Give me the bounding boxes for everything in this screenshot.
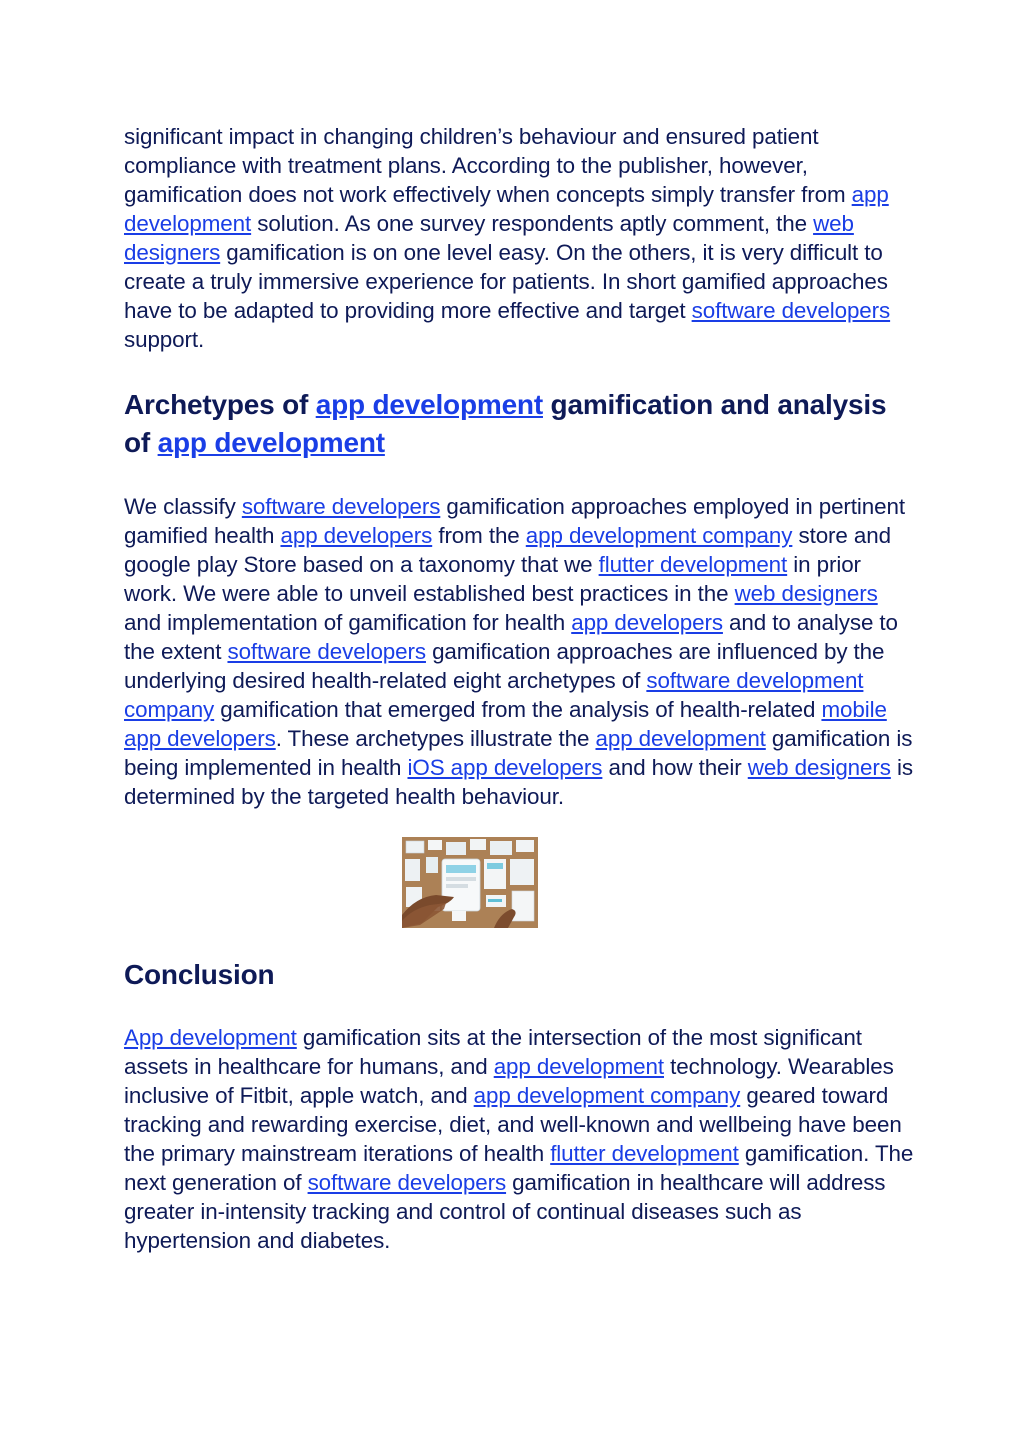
text-run: significant impact in changing children’s behaviour and ensured patient compliance with treatment plans. According to the publisher, however, gamification does not work effectively when concepts simply transfer from [124, 124, 852, 207]
link-software-developers-2[interactable]: software developers [227, 639, 426, 664]
document-page [124, 122, 914, 1255]
text-run: . These archetypes illustrate the [275, 726, 596, 751]
figure-container [124, 837, 914, 928]
link-web-designers-2[interactable]: web designers [747, 755, 891, 780]
text-run: geared toward tracking and rewarding exercise, diet, and well-known and wellbeing have been the primary mainstream iterations of health [124, 1083, 902, 1166]
conclusion-heading: Conclusion [124, 959, 275, 990]
text-run: store and google play Store based on a taxonomy that we [124, 523, 891, 577]
app-design-photo [402, 837, 538, 928]
text-run: support. [124, 327, 205, 352]
link-app-developers-2[interactable]: app developers [571, 610, 723, 635]
link-app-development-company[interactable]: app development company [525, 523, 793, 548]
text-run: We classify [124, 494, 242, 519]
link-mobile-app-developers[interactable]: mobile app developers [124, 697, 887, 751]
text-run: gamification. The next generation of [124, 1141, 914, 1195]
text-run: from the [432, 523, 526, 548]
text-run: gamification that emerged from the analysis of health-related [214, 697, 822, 722]
link-flutter-development[interactable]: flutter development [598, 552, 788, 577]
intro-paragraph [124, 122, 914, 354]
text-run: and implementation of gamification for health [124, 610, 572, 635]
text-run: and how their [602, 755, 748, 780]
link-software-developers[interactable]: software developers [241, 494, 441, 519]
text-run: gamification is being implemented in health [124, 726, 913, 780]
link-web-designers[interactable]: web designers [734, 581, 878, 606]
conclusion-paragraph [124, 1023, 914, 1255]
heading-text: gamification and analysis of [124, 389, 887, 458]
link-software-developers[interactable]: software developers [307, 1170, 507, 1195]
heading-link-app-development[interactable]: app development [315, 389, 543, 420]
heading-text: Archetypes of [124, 389, 316, 420]
link-web-designers[interactable]: web designers [124, 211, 854, 265]
link-app-developers[interactable]: app developers [280, 523, 433, 548]
heading-link-app-development-2[interactable]: app development [157, 427, 385, 458]
link-app-development[interactable]: app development [595, 726, 766, 751]
link-ios-app-developers[interactable]: iOS app developers [407, 755, 603, 780]
text-run: solution. As one survey respondents aptly comment, the [251, 211, 814, 236]
text-run: gamification approaches are influenced by the underlying desired health-related eight archetypes of [124, 639, 885, 693]
text-run: gamification in healthcare will address greater in-intensity tracking and control of continual diseases such as hypertension and diabetes. [124, 1170, 886, 1253]
archetypes-heading [124, 386, 914, 462]
link-flutter-development[interactable]: flutter development [550, 1141, 739, 1166]
text-run: in prior work. We were able to unveil established best practices in the [124, 552, 861, 606]
text-run: gamification sits at the intersection of the most significant assets in healthcare for humans, and [124, 1025, 862, 1079]
text-run: is determined by the targeted health behaviour. [124, 755, 913, 809]
link-app-development[interactable]: app development [124, 182, 889, 236]
text-run: gamification approaches employed in pertinent gamified health [124, 494, 905, 548]
text-run: gamification is on one level easy. On the others, it is very difficult to create a truly immersive experience for patients. In short gamified approaches have to be adapted to providing more effective and target [124, 240, 888, 323]
link-app-development-company[interactable]: app development company [473, 1083, 741, 1108]
archetypes-paragraph [124, 492, 914, 811]
link-app-development-2[interactable]: app development [493, 1054, 664, 1079]
link-app-development[interactable]: App development [124, 1025, 297, 1050]
link-software-developers[interactable]: software developers [691, 298, 891, 323]
text-run: technology. Wearables inclusive of Fitbit, apple watch, and [124, 1054, 894, 1108]
text-run: and to analyse to the extent [124, 610, 898, 664]
link-software-development-company[interactable]: software development company [124, 668, 864, 722]
